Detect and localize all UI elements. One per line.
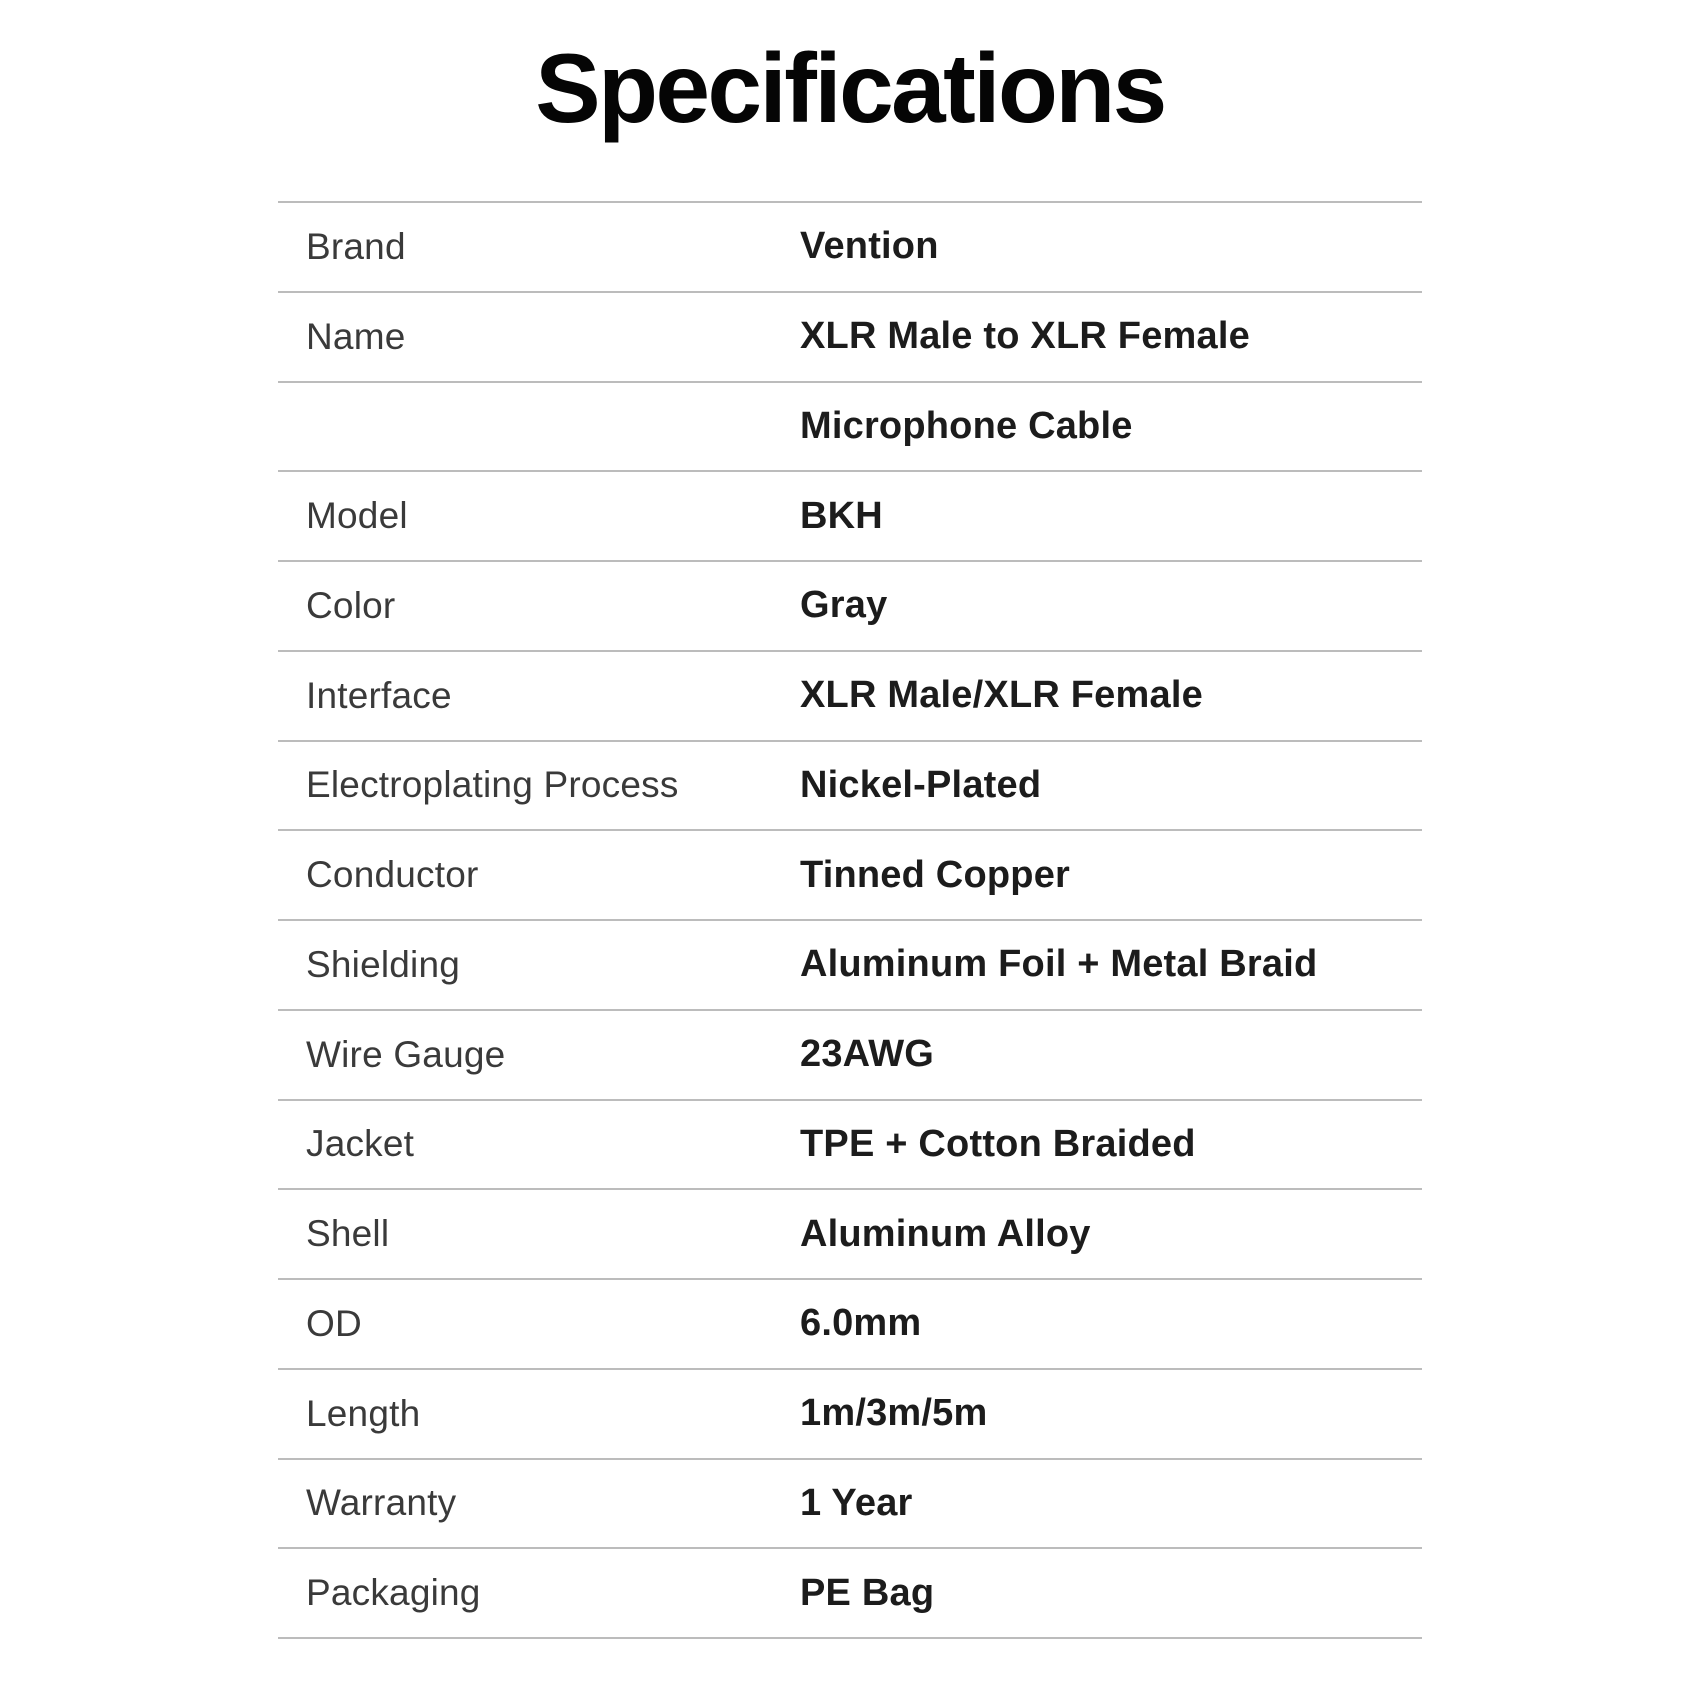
spec-label: Electroplating Process bbox=[306, 764, 679, 806]
spec-label: Warranty bbox=[306, 1482, 457, 1524]
spec-label: Interface bbox=[306, 674, 452, 716]
spec-label: Jacket bbox=[306, 1123, 415, 1165]
spec-value: Aluminum Foil + Metal Braid bbox=[800, 943, 1318, 986]
table-row-wire-gauge bbox=[278, 1011, 1422, 1101]
spec-value: 23AWG bbox=[800, 1033, 935, 1076]
spec-value: BKH bbox=[800, 494, 883, 537]
spec-value: Aluminum Alloy bbox=[800, 1212, 1091, 1255]
spec-value: 1 Year bbox=[800, 1481, 913, 1524]
spec-value: XLR Male/XLR Female bbox=[800, 674, 1203, 717]
spec-label: Shell bbox=[306, 1213, 390, 1255]
table-row-color bbox=[278, 562, 1422, 652]
specifications-table bbox=[278, 201, 1422, 1639]
spec-value: Gray bbox=[800, 584, 888, 627]
spec-label: Length bbox=[306, 1392, 421, 1434]
spec-value: 6.0mm bbox=[800, 1302, 922, 1345]
table-row-electroplating-process bbox=[278, 742, 1422, 832]
spec-label: Color bbox=[306, 584, 396, 626]
page-title: Specifications bbox=[535, 33, 1165, 143]
spec-value: XLR Male to XLR Female bbox=[800, 315, 1250, 358]
table-row-jacket bbox=[278, 1101, 1422, 1191]
table-row-interface bbox=[278, 652, 1422, 742]
table-row-conductor bbox=[278, 831, 1422, 921]
table-row-warranty bbox=[278, 1460, 1422, 1550]
table-row-od bbox=[278, 1280, 1422, 1370]
table-row-brand bbox=[278, 203, 1422, 293]
spec-value: Vention bbox=[800, 225, 939, 268]
spec-value: Tinned Copper bbox=[800, 853, 1071, 896]
table-row-shell bbox=[278, 1190, 1422, 1280]
spec-label: OD bbox=[306, 1302, 362, 1344]
spec-value: TPE + Cotton Braided bbox=[800, 1122, 1196, 1165]
table-row-shielding bbox=[278, 921, 1422, 1011]
table-row-model bbox=[278, 472, 1422, 562]
spec-value: PE Bag bbox=[800, 1571, 935, 1614]
spec-label: Packaging bbox=[306, 1572, 481, 1614]
table-row-name-continued bbox=[278, 383, 1422, 473]
table-row-name bbox=[278, 293, 1422, 383]
spec-label: Brand bbox=[306, 225, 406, 267]
spec-label: Name bbox=[306, 315, 406, 357]
spec-value: Microphone Cable bbox=[800, 404, 1133, 447]
spec-value: Nickel-Plated bbox=[800, 763, 1042, 806]
table-row-length bbox=[278, 1370, 1422, 1460]
spec-label: Model bbox=[306, 495, 408, 537]
spec-label: Shielding bbox=[306, 943, 461, 985]
spec-label: Conductor bbox=[306, 854, 479, 896]
table-row-packaging bbox=[278, 1549, 1422, 1639]
spec-label: Wire Gauge bbox=[306, 1033, 506, 1075]
spec-value: 1m/3m/5m bbox=[800, 1392, 988, 1435]
